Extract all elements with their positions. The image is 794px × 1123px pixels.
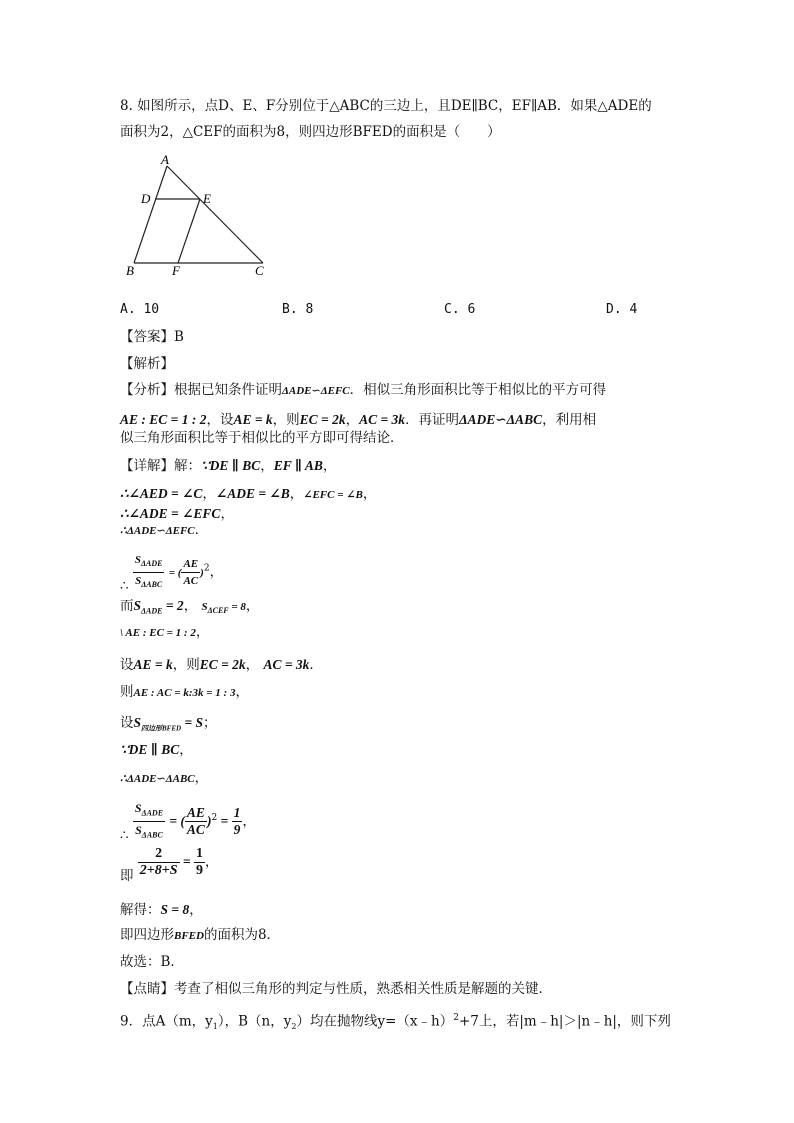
- label-f: F: [172, 263, 180, 278]
- option-b: B. 8: [282, 302, 314, 317]
- label-b: B: [126, 263, 134, 278]
- detail-line-7: \ AE : EC = 1 : 2，: [120, 624, 210, 640]
- detail-line-2: ∴∠AED = ∠C，∠ADE = ∠B，∠EFC = ∠B，: [120, 486, 377, 502]
- label-d: D: [141, 191, 151, 206]
- dianjing-line: 【点睛】考查了相似三角形的判定与性质，熟悉相关性质是解题的关键．: [120, 981, 552, 997]
- answer-value: B: [174, 329, 184, 345]
- option-d: D. 4: [606, 302, 638, 317]
- detail-line-4: ∴ΔADE∽ΔEFC．: [120, 522, 209, 538]
- equation-fraction: $\frac{2}{2+8+S}$: [139, 846, 178, 878]
- fenxi-line-1: 【分析】根据已知条件证明ΔADE∽ΔEFC．相似三角形面积比等于相似比的平方可得: [120, 382, 607, 398]
- label-a: A: [161, 152, 169, 167]
- side-ratio-fraction: $\frac{AE}{AC}$: [183, 558, 199, 588]
- detail-line-15: 解得：S = 8，: [120, 902, 203, 918]
- side-ratio-fraction-2: $\frac{AE}{AC}$: [186, 805, 205, 838]
- fenxi-line-2: AE : EC = 1 : 2，设AE = k，则EC = 2k，AC = 3k．再证明ΔADE∽ΔABC，利用相: [120, 412, 597, 428]
- question-8-line-1: 8. 如图所示，点D、E、F分别位于△ABC的三边上，且DE∥BC，EF∥AB．如果△ADE的: [120, 98, 652, 114]
- fenxi-line-3: 似三角形面积比等于相似比的平方即可得结论．: [120, 430, 404, 446]
- label-e: E: [203, 191, 211, 206]
- equation-result-fraction: $\frac{1}{9}$: [196, 846, 203, 878]
- analysis-label: 【解析】: [120, 356, 174, 372]
- detail-line-3: ∴∠ADE = ∠EFC，: [120, 506, 234, 522]
- detail-line-10: 设$S_{四边形BFED} = S$；: [120, 715, 217, 733]
- detail-line-16: 即四边形BFED的面积为8．: [120, 927, 281, 943]
- detail-line-5: ∴ $\frac{S_{\Delta ADE}}{S_{\Delta ABC}}$ = ( $\frac{AE}{AC}$ )$^2$，: [120, 554, 224, 595]
- detail-line-6: 而$S_{\Delta ADE} = 2$， $S_{\Delta CEF} = 8$，: [120, 598, 260, 616]
- detail-line-12: ∴ΔADE∽ΔABC，: [120, 770, 209, 786]
- area-ratio-fraction: $\frac{S_{\Delta ADE}}{S_{\Delta ABC}}$: [134, 554, 163, 590]
- option-a: A. 10: [120, 302, 160, 317]
- detail-line-11: ∵DE ∥ BC，: [120, 742, 193, 758]
- answer-label: 【答案】: [120, 329, 174, 345]
- side-ab: [134, 166, 167, 263]
- detail-line-1: 【详解】解：∵DE ∥ BC，EF ∥ AB，: [120, 458, 337, 474]
- detail-line-14: 即 $\frac{2}{2+8+S}$ = $\frac{1}{9}$ ，: [120, 846, 219, 884]
- label-c: C: [255, 263, 264, 278]
- option-c: C. 6: [444, 302, 476, 317]
- detail-line-9: 则AE : AC = k:3k = 1 : 3，: [120, 684, 249, 700]
- segment-ef: [178, 199, 200, 263]
- detail-line-8: 设AE = k，则EC = 2k， AC = 3k．: [120, 657, 323, 673]
- triangle-figure: [120, 152, 280, 278]
- side-ac: [167, 166, 263, 263]
- area-ratio-fraction-2: $\frac{S_{\Delta ADE}}{S_{\Delta ABC}}$: [134, 801, 164, 840]
- question-8-line-2: 面积为2，△CEF的面积为8，则四边形BFED的面积是（ ）: [120, 124, 501, 140]
- detail-line-13: ∴ $\frac{S_{\Delta ADE}}{S_{\Delta ABC}}$ = ( $\frac{AE}{AC}$ )$^2$ = $\frac{1}{9}$ ，: [120, 801, 256, 844]
- question-9-line-1: 9．点A（m，$y_1$），B（n，$y_2$）均在抛物线y=（x﹣h）$^2$+7上，若|m﹣h|＞|n﹣h|，则下列: [120, 1013, 671, 1032]
- detail-line-17: 故选：B．: [120, 954, 184, 970]
- one-ninth-fraction: $\frac{1}{9}$: [233, 805, 241, 838]
- answer-line: [120, 327, 184, 347]
